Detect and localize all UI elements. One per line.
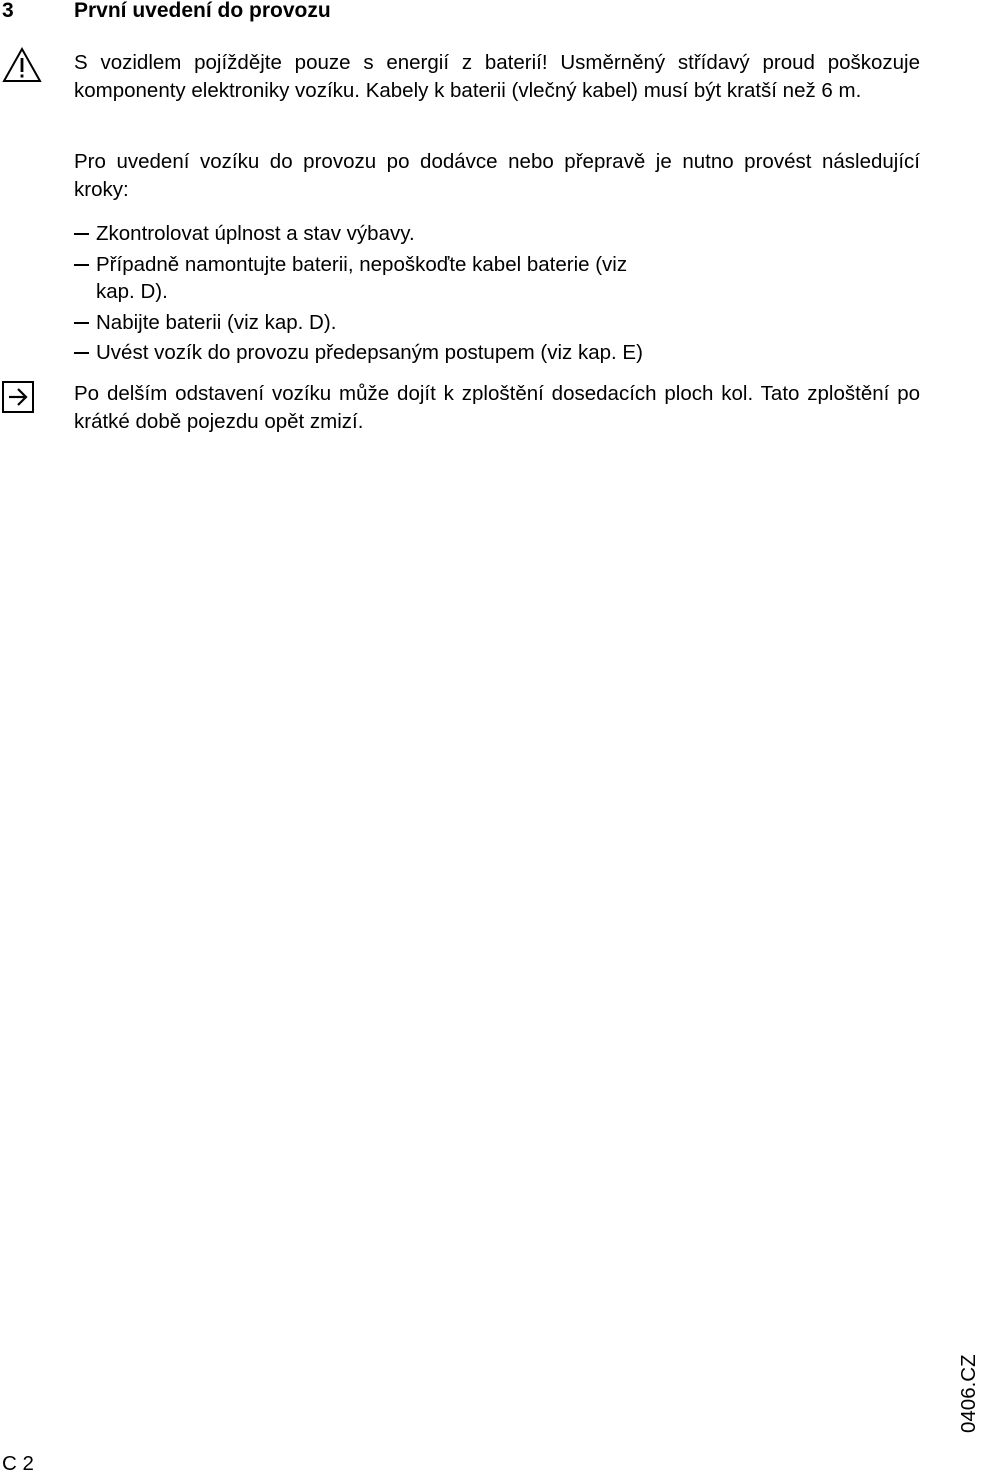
steps-list [74,220,920,370]
step-text: Uvést vozík do provozu předepsaným postupem (viz kap. E) [96,341,643,364]
step-text: Nabijte baterii (viz kap. D). [96,310,337,334]
dash-bullet [74,264,89,266]
section-title: První uvedení do provozu [74,0,331,22]
warning-text: S vozidlem pojíždějte pouze s energií z baterií! Usměrněný střídavý proud poškozuje komponenty elektroniky vozíku. Kabely k baterii (vlečný kabel) musí být kratší než 6 m. [74,51,920,102]
warning-triangle-icon [2,47,42,83]
list-item [74,251,920,306]
page-number: C 2 [2,1452,34,1475]
note-text: Po delším odstavení vozíku může dojít k zploštění dosedacích ploch kol. Tato zploštění po krátké době pojezdu opět zmizí. [74,382,920,433]
intro-text: Pro uvedení vozíku do provozu po dodávce nebo přepravě je nutno provést následující kroky: [74,150,920,201]
arrow-right-icon [2,381,34,413]
dash-bullet [74,233,89,235]
dash-bullet [74,322,89,324]
step-text: Případně namontujte baterii, nepoškoďte kabel baterie (viz kap. D). [96,252,628,303]
list-item [74,309,920,337]
document-code: 0406.CZ [957,1354,980,1433]
list-item [74,339,920,367]
dash-bullet [74,352,89,354]
step-text: Zkontrolovat úplnost a stav výbavy. [96,222,415,245]
section-number: 3 [2,0,14,22]
list-item [74,220,920,248]
